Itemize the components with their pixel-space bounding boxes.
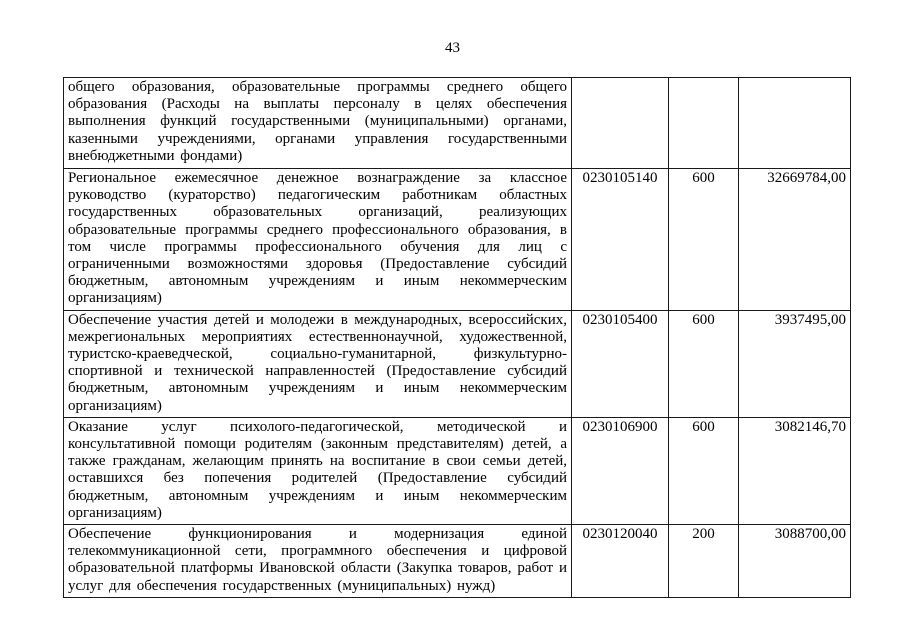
cell-expense-type xyxy=(669,78,739,169)
cell-amount: 3082146,70 xyxy=(739,417,851,524)
table-row xyxy=(64,417,851,524)
cell-description: Региональное ежемесячное денежное вознаграждение за классное руководство (кураторство) педагогическим работникам областных государственных образовательных организаций, реализующих образовательные программы среднего профессионального образования, в том числе программы профессионального обучения для лиц с ограниченными возможностями здоровья (Предоставление субсидий бюджетным, автономным учреждениям и иным некоммерческим организациям) xyxy=(64,169,572,311)
cell-budget-code: 0230120040 xyxy=(572,525,669,598)
cell-amount xyxy=(739,78,851,169)
cell-budget-code xyxy=(572,78,669,169)
cell-budget-code: 0230105140 xyxy=(572,169,669,311)
cell-expense-type: 600 xyxy=(669,169,739,311)
cell-expense-type: 200 xyxy=(669,525,739,598)
cell-budget-code: 0230106900 xyxy=(572,417,669,524)
cell-description: Обеспечение участия детей и молодежи в международных, всероссийских, межрегиональных мероприятиях естественнонаучной, художественной, туристско-краеведческой, социально-гуманитарной, физкультурно-спортивной и технической направленностей (Предоставление субсидий бюджетным, автономным учреждениям и иным некоммерческим организациям) xyxy=(64,310,572,417)
table-row xyxy=(64,169,851,311)
cell-description: общего образования, образовательные программы среднего общего образования (Расходы на выплаты персоналу в целях обеспечения выполнения функций государственными (муниципальными) органами, казенными учреждениями, органами управления государственными внебюджетными фондами) xyxy=(64,78,572,169)
cell-description: Оказание услуг психолого-педагогической, методической и консультативной помощи родителям (законным представителям) детей, а также гражданам, желающим принять на воспитание в свои семьи детей, оставшихся без попечения родителей (Предоставление субсидий бюджетным, автономным учреждениям и иным некоммерческим организациям) xyxy=(64,417,572,524)
cell-expense-type: 600 xyxy=(669,417,739,524)
table-row xyxy=(64,310,851,417)
table-row xyxy=(64,525,851,598)
page-number: 43 xyxy=(445,40,460,56)
cell-amount: 32669784,00 xyxy=(739,169,851,311)
table-row xyxy=(64,78,851,169)
cell-amount: 3088700,00 xyxy=(739,525,851,598)
cell-expense-type: 600 xyxy=(669,310,739,417)
cell-budget-code: 0230105400 xyxy=(572,310,669,417)
budget-table xyxy=(63,77,851,598)
cell-description: Обеспечение функционирования и модернизация единой телекоммуникационной сети, программного обеспечения и цифровой образовательной платформы Ивановской области (Закупка товаров, работ и услуг для обеспечения государственных (муниципальных) нужд) xyxy=(64,525,572,598)
cell-amount: 3937495,00 xyxy=(739,310,851,417)
